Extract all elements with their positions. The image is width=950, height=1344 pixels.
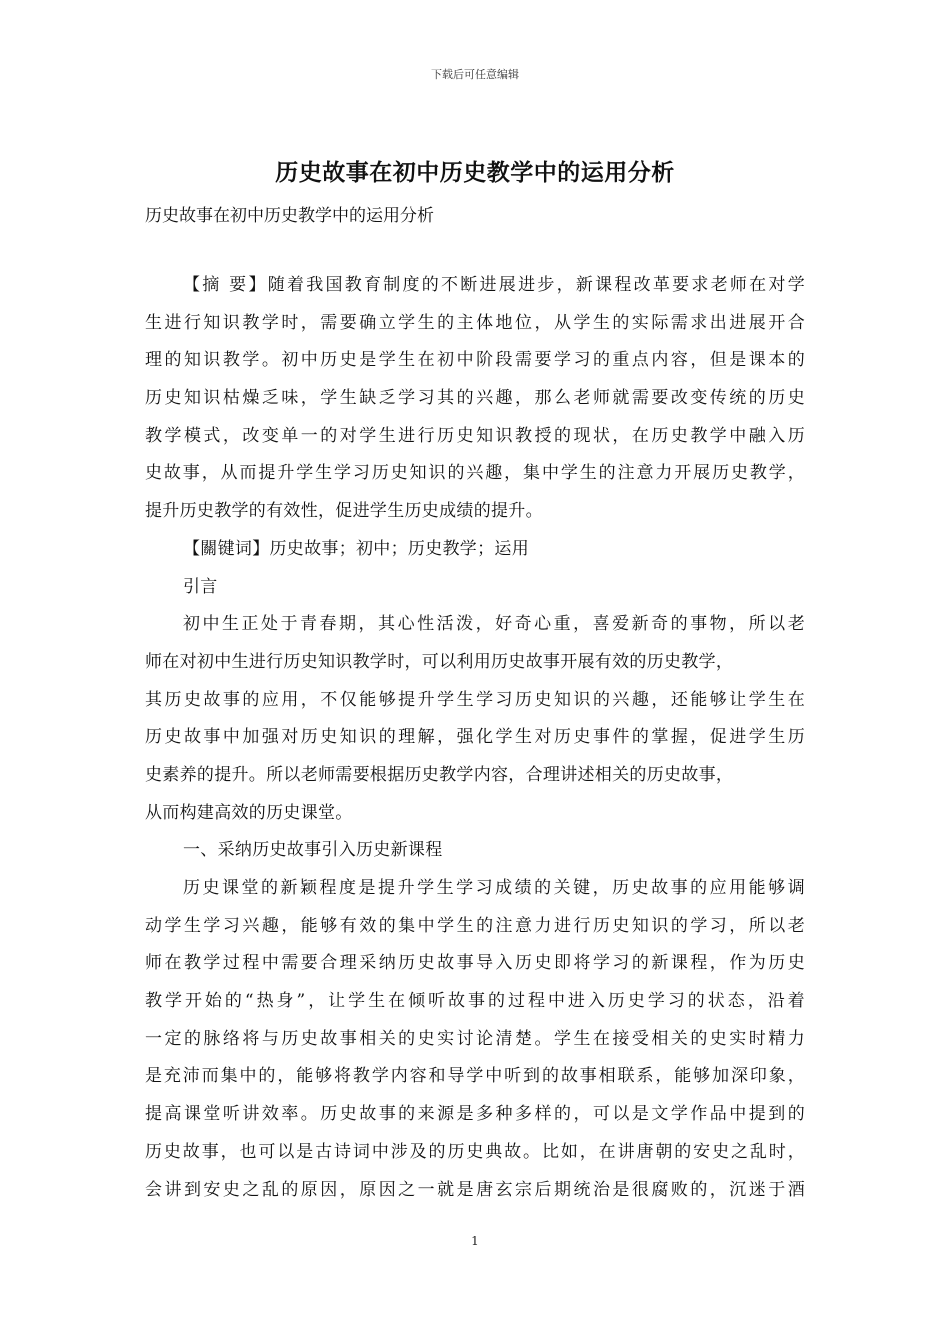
text-line: 教学开始的“热身”，让学生在倾听故事的过程中进入历史学习的状态，沿着 <box>145 991 805 1012</box>
text-line: 提升历史教学的有效性，促进学生历史成绩的提升。 <box>145 501 543 522</box>
body-text <box>145 270 805 1212</box>
page-number: 1 <box>471 1234 479 1248</box>
text-line: 从而构建高效的历史课堂。 <box>145 802 353 823</box>
text-line: 其历史故事的应用，不仅能够提升学生学习历史知识的兴趣，还能够让学生在 <box>145 689 805 710</box>
text-line: 【摘 要】随着我国教育制度的不断进展进步，新课程改革要求老师在对学 <box>183 275 805 295</box>
text-line: 史故事，从而提升学生学习历史知识的兴趣，集中学生的注意力开展历史教学， <box>145 463 805 484</box>
text-line: 历史故事中加强对历史知识的理解，强化学生对历史事件的掌握，促进学生历 <box>145 727 805 748</box>
text-line: 动学生学习兴趣，能够有效的集中学生的注意力进行历史知识的学习，所以老 <box>145 915 805 936</box>
text-line: 理的知识教学。初中历史是学生在初中阶段需要学习的重点内容，但是课本的 <box>145 350 805 371</box>
text-line: 初中生正处于青春期，其心性活泼，好奇心重，喜爱新奇的事物，所以老 <box>183 614 805 635</box>
document-title: 历史故事在初中历史教学中的运用分析 <box>275 159 675 186</box>
text-line: 生进行知识教学时，需要确立学生的主体地位，从学生的实际需求出进展开合 <box>145 312 805 333</box>
text-line: 师在教学过程中需要合理采纳历史故事导入历史即将学习的新课程，作为历史 <box>145 953 805 974</box>
document-subtitle: 历史故事在初中历史教学中的运用分析 <box>145 206 434 226</box>
text-line: 师在对初中生进行历史知识教学时，可以利用历史故事开展有效的历史教学， <box>145 651 734 672</box>
text-line: 是充沛而集中的，能够将教学内容和导学中听到的故事相联系，能够加深印象， <box>145 1066 805 1087</box>
text-line: 史素养的提升。所以老师需要根据历史教学内容，合理讲述相关的历史故事， <box>145 764 734 785</box>
text-line: 【關键词】历史故事；初中；历史教学；运用 <box>183 538 529 559</box>
header-note: 下载后可任意编辑 <box>431 68 519 81</box>
text-line: 一定的脉络将与历史故事相关的史实讨论清楚。学生在接受相关的史实时精力 <box>145 1028 805 1049</box>
text-line: 提高课堂听讲效率。历史故事的来源是多种多样的，可以是文学作品中提到的 <box>145 1104 805 1125</box>
text-line: 教学模式，改变单一的对学生进行历史知识教授的现状，在历史教学中融入历 <box>145 425 805 446</box>
text-line: 引言 <box>183 576 218 597</box>
text-line: 一、采纳历史故事引入历史新课程 <box>183 840 443 861</box>
text-line: 历史故事，也可以是古诗词中涉及的历史典故。比如，在讲唐朝的安史之乱时， <box>145 1141 805 1162</box>
text-line: 会讲到安史之乱的原因，原因之一就是唐玄宗后期统治是很腐败的，沉迷于酒 <box>145 1179 805 1200</box>
text-line: 历史知识枯燥乏味，学生缺乏学习其的兴趣，那么老师就需要改变传统的历史 <box>145 388 805 409</box>
text-line: 历史课堂的新颖程度是提升学生学习成绩的关键，历史故事的应用能够调 <box>183 878 805 898</box>
